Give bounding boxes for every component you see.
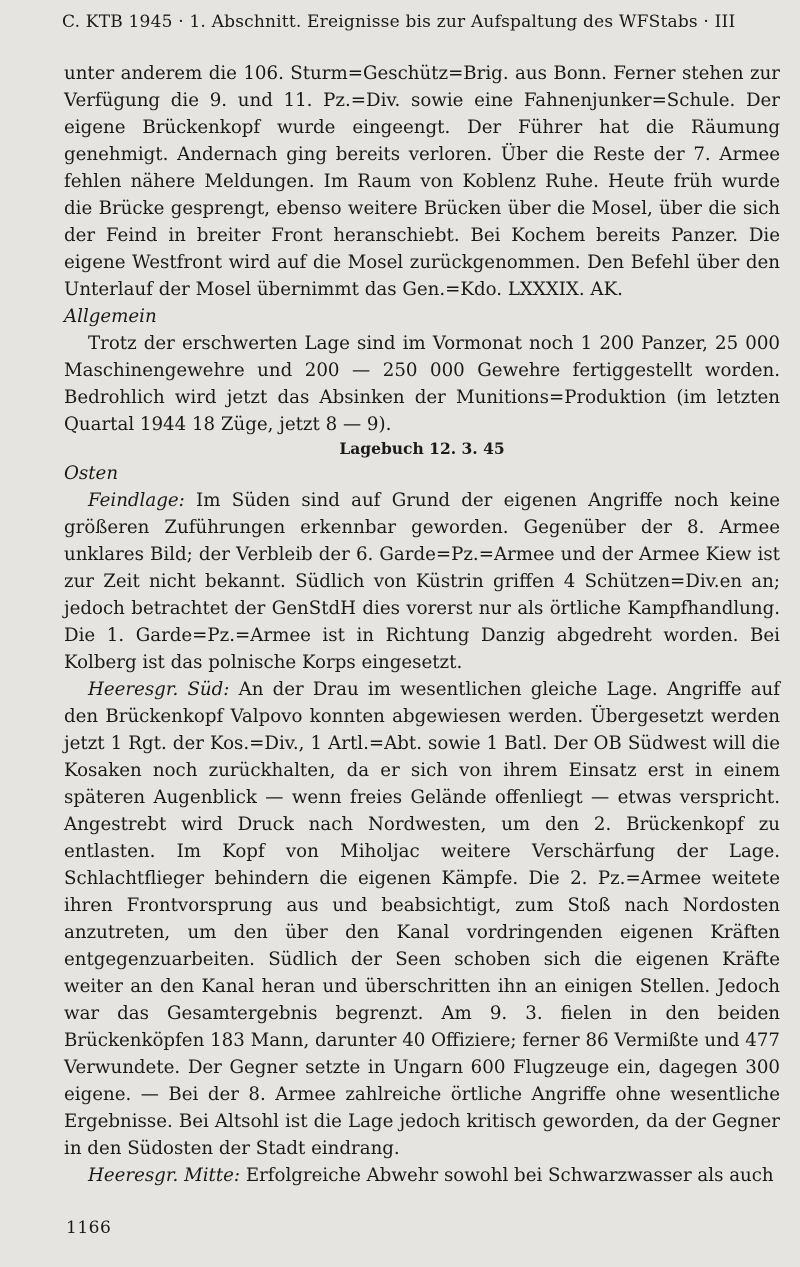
paragraph-heeresgr-mitte — [64, 1162, 780, 1189]
page-number: 1166 — [66, 1218, 112, 1238]
paragraph-heeresgr-sued — [64, 676, 780, 1162]
section-heading-allgemein: Allgemein — [64, 306, 157, 327]
heeresgr-sued-label: Heeresgr. Süd: — [88, 679, 230, 700]
section-heading-osten: Osten — [64, 463, 119, 484]
heeresgr-mitte-text: Erfolgreiche Abwehr sowohl bei Schwarzwasser als auch — [240, 1165, 774, 1186]
paragraph-allgemein: Trotz der erschwerten Lage sind im Vormonat noch 1 200 Panzer, 25 000 Maschinengewehre und 200 — 250 000 Gewehre fertiggestellt worden. Bedrohlich wird jetzt das Absinken der Munitions=Produktion (im letzten Quartal 1944 18 Züge, jetzt 8 — 9). — [64, 333, 780, 435]
heeresgr-sued-text: An der Drau im wesentlichen gleiche Lage. Angriffe auf den Brückenkopf Valpovo konnten abgewiesen werden. Übergesetzt werden jetzt 1 Rgt. der Kos.=Div., 1 Artl.=Abt. sowie 1 Batl. Der OB Südwest will die Kosaken noch zurückhalten, da er sich von ihrem Einsatz erst in einem späteren Augenblick — wenn freies Gelände offenliegt — etwas verspricht. Angestrebt wird Druck nach Nordwesten, um den 2. Brückenkopf zu entlasten. Im Kopf von Miholjac weitere Verschärfung der Lage. Schlachtflieger behindern die eigenen Kämpfe. Die 2. Pz.=Armee weitete ihren Frontvorsprung aus und beabsichtigt, zum Stoß nach Nordosten anzutreten, um den über den Kanal vordringenden eigenen Kräften entgegenzuarbeiten. Südlich der Seen schoben sich die eigenen Kräfte weiter an den Kanal heran und überschritten ihn an einigen Stellen. Jedoch war das Gesamtergebnis begrenzt. Am 9. 3. fielen in den beiden Brückenköpfen 183 Mann, darunter 40 Offiziere; ferner 86 Vermißte und 477 Verwundete. Der Gegner setzte in Ungarn 600 Flugzeuge ein, dagegen 300 eigene. — Bei der 8. Armee zahlreiche örtliche Angriffe ohne wesentliche Ergebnisse. Bei Altsohl ist die Lage jedoch kritisch geworden, da der Gegner in den Südosten der Stadt eindrang. — [64, 679, 780, 1159]
heeresgr-mitte-label: Heeresgr. Mitte: — [88, 1165, 241, 1186]
paragraph-continuation: unter anderem die 106. Sturm=Geschütz=Brig. aus Bonn. Ferner stehen zur Verfügung die 9. und 11. Pz.=Div. sowie eine Fahnenjunker=Schule. Der eigene Brückenkopf wurde eingeengt. Der Führer hat die Räumung genehmigt. Andernach ging bereits verloren. Über die Reste der 7. Armee fehlen nähere Meldungen. Im Raum von Koblenz Ruhe. Heute früh wurde die Brücke gesprengt, ebenso weitere Brücken über die Mosel, über die sich der Feind in breiter Front heranschiebt. Bei Kochem bereits Panzer. Die eigene Westfront wird auf die Mosel zurückgenommen. Den Befehl über den Unterlauf der Mosel übernimmt das Gen.=Kdo. LXXXIX. AK. — [64, 63, 780, 300]
running-head: C. KTB 1945 · 1. Abschnitt. Ereignisse bis zur Aufspaltung des WFStabs · III — [62, 12, 736, 32]
feindlage-text: Im Süden sind auf Grund der eigenen Angriffe noch keine größeren Zuführungen erkennbar geworden. Gegenüber der 8. Armee unklares Bild; der Verbleib der 6. Garde=Pz.=Armee und der Armee Kiew ist zur Zeit nicht bekannt. Südlich von Küstrin griffen 4 Schützen=Div.en an; jedoch betrachtet der GenStdH dies vorerst nur als örtliche Kampfhandlung. Die 1. Garde=Pz.=Armee ist in Richtung Danzig abgedreht worden. Bei Kolberg ist das polnische Korps eingesetzt. — [64, 490, 780, 673]
feindlage-label: Feindlage: — [88, 490, 185, 511]
lagebuch-heading: Lagebuch 12. 3. 45 — [339, 439, 505, 458]
page-body — [64, 60, 780, 1189]
paragraph-feindlage — [64, 487, 780, 676]
